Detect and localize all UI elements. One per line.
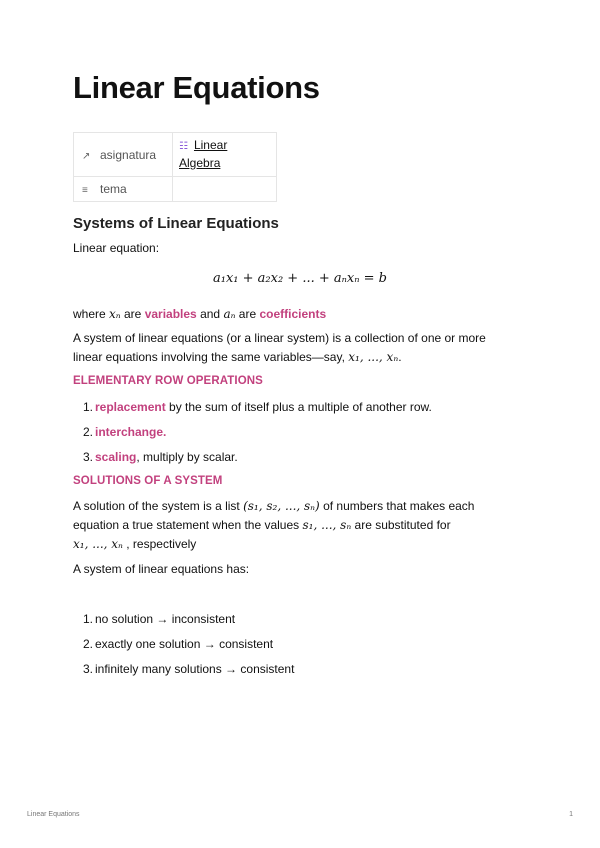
solution-paragraph-line1: A solution of the system is a list (s₁, s₂, ..., sₙ) of numbers that makes each [73, 499, 475, 513]
page-number: 1 [569, 811, 573, 818]
list-item: 3. scaling, multiply by scalar. [82, 450, 238, 464]
elementary-heading: ELEMENTARY ROW OPERATIONS [73, 375, 263, 387]
system-paragraph-line2: linear equations involving the same variables—say, x₁, ..., xₙ. [73, 350, 402, 364]
property-key: tema [100, 182, 127, 196]
list-item: 2. interchange. [82, 425, 167, 439]
relation-link-line2: Algebra [179, 156, 221, 170]
properties-table [73, 132, 277, 202]
property-key-cell [74, 177, 173, 202]
property-key: asignatura [100, 147, 157, 162]
list-item: 1. replacement by the sum of itself plus a multiple of another row. [82, 400, 432, 414]
coefficients-term: coefficients [259, 307, 327, 321]
list-item: 1. no solution → inconsistent [82, 612, 236, 626]
linear-equation-label: Linear equation: [73, 241, 160, 255]
has-paragraph: A system of linear equations has: [73, 562, 250, 576]
section-heading: Systems of Linear Equations [73, 215, 279, 232]
arrow-up-right-icon: ↗ [82, 150, 91, 162]
page-title: Linear Equations [73, 70, 320, 105]
property-row [74, 177, 277, 202]
elementary-list [73, 398, 432, 473]
system-paragraph-line1: A system of linear equations (or a linear system) is a collection of one or more [73, 331, 486, 345]
property-value-cell [173, 133, 277, 177]
list-icon: ≡ [82, 185, 88, 196]
list-item: 2. exactly one solution → consistent [82, 637, 274, 651]
solutions-list [73, 610, 294, 685]
footer-title: Linear Equations [27, 811, 80, 818]
property-value-cell[interactable] [173, 177, 277, 202]
property-row [74, 133, 277, 177]
relation-icon: ☷ [179, 141, 188, 152]
equation: a₁x₁ + a₂x₂ + ... + aₙxₙ = b [213, 271, 387, 286]
list-item: 3. infinitely many solutions → consistent [82, 662, 295, 676]
property-key-cell [74, 133, 173, 177]
relation-link-line1: Linear [193, 138, 228, 152]
solution-paragraph-line3: x₁, ..., xₙ , respectively [73, 537, 197, 551]
solution-paragraph-line2: equation a true statement when the values s₁, ..., sₙ are substituted for [73, 518, 451, 532]
where-paragraph: where xₙ are variables and aₙ are coefficients [73, 307, 327, 321]
variables-term: variables [144, 307, 197, 321]
solutions-heading: SOLUTIONS OF A SYSTEM [73, 475, 223, 487]
